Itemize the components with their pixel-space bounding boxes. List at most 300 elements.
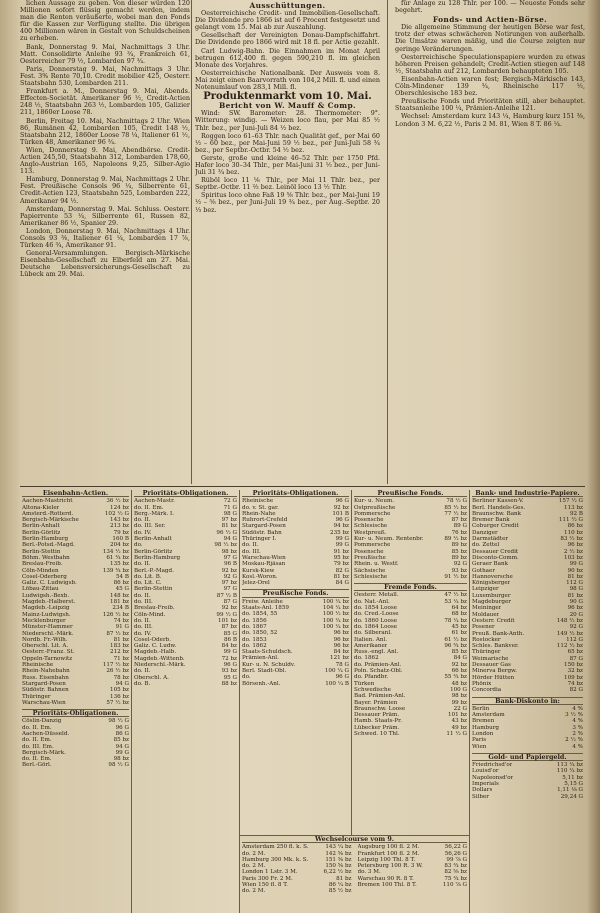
quoted-price: 95 bz [333, 554, 349, 561]
security-name: do. Prämien-Anl. [354, 661, 402, 668]
security-name: Wien 150 fl. 8 T. [242, 882, 288, 889]
security-name: Amerikaner [354, 642, 388, 649]
quoted-price: 89 ½ bz [444, 536, 467, 543]
quoted-price: 96 G [335, 517, 349, 524]
security-name: Hamburg [472, 724, 499, 731]
security-name: do. 1860 Loose [354, 617, 398, 624]
quoted-price: 92 G [569, 624, 583, 631]
security-name: Geraer Bank [472, 561, 508, 568]
paragraph: Wien, Donnerstag 9. Mai, Abendbörse. Credit-Actien 245,50, Staatsbahn 312, Lombarden 178,60, Anglo-Austrian 165, Napoleons 9,25, Silber-Agio 113. [20, 145, 190, 176]
security-name: Börsenh.-Anl. [242, 680, 281, 687]
quoted-price: 98 ½ bz [214, 542, 237, 549]
security-name: Breslau-Freib. [134, 605, 175, 612]
security-name: Darmstädter [472, 536, 509, 543]
quoted-price: 88 bz [221, 680, 237, 687]
paragraph: Bank, Donnerstag 9. Mai, Nachmittags 3 Uhr. Matt. Consolidirte Anleihe 93 ¾, Frankreich 61, Oesterreicher 79 ½, Lombarden 97 ¾. [20, 42, 190, 65]
quoted-price: 26 ½ bz [106, 668, 129, 675]
section-divider [20, 486, 585, 487]
quoted-price: 91 G [115, 624, 129, 631]
quoted-price: 136 bz [110, 693, 129, 700]
quoted-price: 99 ⅞ G [446, 856, 467, 863]
quoted-price: 4 % [572, 705, 583, 712]
quoted-price: 103 bz [564, 554, 583, 561]
security-name: do. III. Ser. [134, 523, 166, 530]
quoted-price: 183 bz [110, 643, 129, 650]
table-heading: Bank- und Industrie-Papiere. [472, 490, 583, 497]
paragraph: Carl Ludwig-Bahn. Die Einnahmen im Monat April betrugen 612,400 fl. gegen 590,210 fl. im gleichen Monate des Vorjahres. [195, 46, 380, 69]
quoted-price: 96 bz [333, 630, 349, 637]
quoted-price: 78 ¼ bz [444, 617, 467, 624]
quoted-price: 139 ¾ bz [102, 567, 129, 574]
quoted-price: 79 bz [113, 529, 129, 536]
quoted-price: 61 bz [451, 630, 467, 637]
security-name: Rheinische [22, 662, 54, 669]
security-name: Schles. Bankver. [472, 643, 519, 650]
security-name: Dessauer Credit [472, 548, 519, 555]
security-name: Rhein-Nahebahn [22, 668, 70, 675]
quoted-price: 121 bz [330, 655, 349, 662]
quoted-price: 68 bz [451, 611, 467, 618]
security-name: do. II. Em. [22, 724, 52, 731]
quoted-price: 93 bz [221, 668, 237, 675]
security-name: Ruhrort-Crefeld [242, 517, 288, 524]
security-name: Warschau-Wien [22, 699, 66, 706]
security-name: do. II. Em. [22, 756, 52, 763]
quoted-price: 1,11 ⅛ G [557, 787, 583, 794]
quoted-price: 81 bz [221, 523, 237, 530]
security-name: Luxemburger [472, 592, 511, 599]
quoted-price: 32 bz [567, 668, 583, 675]
security-name: do. 1864 Loose [354, 623, 398, 630]
quoted-price: 82 G [569, 687, 583, 694]
security-name: Berg.-Märk. I. [134, 510, 175, 517]
quoted-price: 4 % [572, 743, 583, 750]
quoted-price: 83 ¾ bz [444, 863, 467, 870]
quoted-price: 98 bz [221, 548, 237, 555]
security-name: Mainz-Ludwigsh. [22, 611, 71, 618]
table-body [354, 592, 467, 737]
security-name: Preuß. Bank-Anth. [472, 630, 525, 637]
security-name: Cosel-Oderb. [134, 636, 172, 643]
quoted-price: 4 % [572, 718, 583, 725]
quoted-price: 96 ¾ bz [444, 642, 467, 649]
quoted-price: 148 ½ bz [556, 617, 583, 624]
security-name: Berl.-Potsd.-Magd. [22, 542, 75, 549]
security-name: Altona-Kieler [22, 504, 60, 511]
security-name: do. Zettel [472, 542, 500, 549]
market-subheading: Bericht von W. Mauff & Comp. [218, 101, 357, 111]
quoted-price: 11 ½ G [446, 730, 467, 737]
quoted-price: 97 G [223, 554, 237, 561]
security-name: do. III. [134, 624, 153, 631]
security-name: do. 1862 [354, 655, 379, 662]
adjacent-page-edge [586, 0, 600, 913]
table-body [472, 762, 583, 800]
paragraph: Paris, Donnerstag 9. Mai, Nachmittags 3 Uhr. Fest. 3% Rente 70,10. Credit mobilier 425, Oesterr. Staatsbahn 530, Lombarden 211. [20, 64, 190, 88]
column-c-intro: für Anlage zu 128 Thlr. per 100. — Neueste Fonds sehr begehrt. [395, 0, 585, 15]
quoted-price: 143 bz [110, 517, 129, 524]
security-name: Paris [472, 737, 487, 744]
table-row [242, 681, 349, 687]
quoted-price: 83 ½ bz [560, 536, 583, 543]
security-name: do. 1854 Loose [354, 605, 398, 612]
table-body [22, 498, 129, 706]
security-name: Gothaer [472, 567, 496, 574]
quoted-price: 81 bz [567, 592, 583, 599]
quoted-price: 77 ½ bz [444, 510, 467, 517]
paragraph: lichen Aussage zu geben. Von dieser würden 120 Millionen sofort flüssig gemacht werden, indem man die Renten veräußerte, wobei man den Fonds für die Kassen zur Verfügung stellte. Die übrigen 400 Millionen wären in Gestalt von Schuldscheinen zu erheben. [20, 0, 190, 43]
paragraph: Berlin, Freitag 10. Mai, Nachmittags 2 Uhr. Wien 86, Rumänen 42, Lombarden 105, Credit 148 ½, Staatsbahn 212, 1860er Loose 78 ¼, Italiener 61 ½, Türken 48, Amerikaner 96 ¾. [20, 116, 190, 146]
security-name: Kursk-Kiew [242, 567, 275, 574]
security-name: Russ. Eisenbahn [22, 674, 69, 681]
quoted-price: 81 bz [567, 573, 583, 580]
quoted-price: 85 bz [113, 737, 129, 744]
quoted-price: 94 G [115, 743, 129, 750]
quoted-price: 117 ½ bz [102, 662, 129, 669]
quoted-price: 81 bz [333, 573, 349, 580]
quoted-price: 29,24 G [560, 793, 583, 800]
security-name: Amsterdam [472, 712, 505, 719]
quoted-price: 5,15 G [564, 781, 583, 788]
quoted-price: 92 G [453, 561, 467, 568]
security-name: Braunschw. Bank [472, 510, 522, 517]
security-name: Phönix [472, 680, 492, 687]
security-name: do. Silberanl. [354, 630, 392, 637]
paragraph: Hamburg, Donnerstag 9. Mai, Nachmittags 2 Uhr. Fest. Preußische Consols 96 ¼, Silberrente 61, Credit-Actien 123, Staatsbahn 525, Lombarden 222, Amerikaner 94 ½. [20, 175, 190, 205]
security-name: Prämien-Anl. [242, 655, 279, 662]
market-report-text [195, 110, 380, 213]
quoted-price: 76 bz [451, 529, 467, 536]
quoted-price: 94 G [115, 680, 129, 687]
quoted-price: 181 bz [110, 599, 129, 606]
quoted-price: 75 ¾ bz [444, 875, 467, 882]
quoted-price: 150 ⅝ bz [325, 863, 352, 870]
security-name: Petersburg 100 R. 3 W. [357, 863, 423, 870]
quoted-price: 149 ½ bz [556, 630, 583, 637]
quoted-price: 95 G [223, 674, 237, 681]
quoted-price: 148 bz [110, 592, 129, 599]
security-name: Louisd'or [472, 768, 499, 775]
quoted-price: 61 ¾ bz [106, 554, 129, 561]
quoted-price: 92 G [223, 573, 237, 580]
quoted-price: 100 ½ bz [322, 611, 349, 618]
quoted-price: 86 bz [567, 523, 583, 530]
security-name: Friedrichsd'or [472, 762, 513, 769]
security-name: Kur- u. Neum. Rentenbr. [354, 536, 424, 543]
quoted-price: 74 bz [113, 617, 129, 624]
table-row [354, 731, 467, 737]
quoted-price: 78 ½ G [446, 498, 467, 505]
paragraph: Oesterreichische Credit- und Immobilien-Gesellschaft. Die Dividende pro 1866 ist auf 6 Procent festgesetzt und gelangt vom 15. Mai ab zur Auszahlung. [195, 9, 380, 32]
security-name: do. Lit. B. [134, 573, 162, 580]
security-name: Posensche [354, 517, 384, 524]
security-name: Böhm. Westbahn [22, 554, 70, 561]
quoted-price: 85 bz [451, 548, 467, 555]
quoted-price: 89 G [453, 523, 467, 530]
quoted-price: 101 bz [218, 617, 237, 624]
paragraph: London, Donnerstag 9. Mai, Nachmittags 4 Uhr. Consols 93 ⅜, Italiener 61 ¼, Lombarden 17 ⅞, Türken 46 ¾, Amerikaner 91. [20, 226, 190, 250]
quoted-price: 5,11 bz [562, 774, 583, 781]
quoted-price: 96 bz [333, 642, 349, 649]
table-body [242, 844, 467, 894]
quoted-price: 235 bz [330, 529, 349, 536]
security-name: Preußische [354, 554, 386, 561]
security-name: Aachen-Mastr. [134, 498, 175, 505]
security-name: Oberschl. A. [134, 674, 169, 681]
table-row [242, 888, 352, 894]
security-name: Cöln-Minden [22, 567, 59, 574]
security-name: Freiw. Anleihe [242, 598, 283, 605]
security-name: Westpreuß. [354, 529, 387, 536]
quoted-price: 105 bz [110, 687, 129, 694]
quoted-price: 64 bz [451, 605, 467, 612]
quoted-price: 82 G [335, 567, 349, 574]
security-name: Moldauer [472, 611, 500, 618]
quoted-price: 110 ¼ bz [556, 768, 583, 775]
security-name: Braunschw. Loose [354, 705, 406, 712]
market-heading: Produktenmarkt vom 10. Mai. [203, 91, 372, 103]
quoted-price: 84 bz [221, 643, 237, 650]
quoted-price: 234 B [112, 605, 129, 612]
security-name: Warschau 90 R. 8 T. [357, 875, 414, 882]
security-name: do. IV. [134, 529, 152, 536]
quoted-price: 91 bz [333, 548, 349, 555]
table-row [134, 681, 237, 687]
quoted-price: 98 bz [451, 693, 467, 700]
quoted-price: 96 G [335, 674, 349, 681]
quoted-price: 100 G [450, 686, 467, 693]
quoted-price: 84 G [335, 580, 349, 587]
security-name: Hannoversche [472, 573, 513, 580]
quoted-price: 72 G [223, 498, 237, 505]
security-name: Ostpreußische [354, 504, 396, 511]
table-railway-shares [20, 490, 132, 913]
security-name: do. 1854, 55 [242, 611, 278, 618]
security-name: Stargard-Posen [242, 523, 286, 530]
security-name: Berl. Stadt-Obl. [242, 668, 287, 675]
security-name: Münster-Hammer [22, 624, 73, 631]
quoted-price: 74 bz [567, 680, 583, 687]
security-name: Silber [472, 793, 489, 800]
security-name: do. Nat.-Anl. [354, 598, 390, 605]
security-name: Berlin-Hamburg [134, 554, 181, 561]
security-name: Pommersche [354, 510, 391, 517]
quoted-price: 87 ½ bz [106, 630, 129, 637]
quoted-price: 53 ¼ bz [444, 598, 467, 605]
security-name: Aachen-Düsseld. [22, 730, 70, 737]
security-name: Poln. Schatz-Obl. [354, 668, 403, 675]
quoted-price: 99 G [335, 542, 349, 549]
security-name: Moskau-Rjäsan [242, 561, 286, 568]
table-heading: Preußische Fonds. [242, 589, 349, 597]
quoted-price: 6,22 ½ bz [323, 869, 352, 876]
quoted-price: 112 G [566, 580, 583, 587]
quoted-price: 86 B [223, 636, 237, 643]
security-name: Bremer Bank [472, 517, 510, 524]
quoted-price: 92 bz [221, 605, 237, 612]
security-name: do. 2 M. [242, 888, 266, 895]
table-row [472, 794, 583, 800]
security-name: Bad. Prämien-Anl. [354, 693, 406, 700]
quoted-price: 36 ½ bz [106, 498, 129, 505]
security-name: Dollars [472, 787, 493, 794]
security-name: do. Cred.-Loose [354, 611, 399, 618]
security-name: Minerva Bergw. [472, 668, 517, 675]
security-name: do. v. St. gar. [242, 504, 279, 511]
quoted-price: 96 G [223, 662, 237, 669]
quoted-price: 45 G [115, 586, 129, 593]
security-name: Breslau-Freib. [22, 561, 63, 568]
security-name: do. II. Em. [22, 737, 52, 744]
table-body [242, 599, 349, 687]
security-name: Thüringer [22, 693, 51, 700]
table-bank-industry [470, 490, 585, 913]
exchange-report-text [395, 24, 585, 127]
price-tables [20, 490, 585, 913]
quoted-price: 61 ½ bz [444, 636, 467, 643]
quoted-price: 101 bz [448, 712, 467, 719]
security-name: do. III. [242, 548, 261, 555]
security-name: Nordb. Fr.-Wilh. [22, 636, 68, 643]
table-body [22, 718, 129, 768]
security-name: Bremen [472, 718, 495, 725]
quoted-price: 22 G [453, 705, 467, 712]
quoted-price: 126 ½ bz [102, 611, 129, 618]
quoted-price: 212 bz [110, 649, 129, 656]
table-row [354, 574, 467, 580]
security-name: Schlesische [354, 523, 388, 530]
quoted-price: 71 bz [113, 655, 129, 662]
security-name: Paris 300 Fr. 2 M. [242, 875, 293, 882]
security-name: Südöstr. Bahnen [22, 687, 69, 694]
security-name: Rheinische [242, 498, 274, 505]
quoted-price: 143 ¼ bz [325, 844, 352, 851]
quoted-price: 66 bz [451, 668, 467, 675]
security-name: Concordia [472, 687, 502, 694]
security-name: Schwedische [354, 686, 391, 693]
quoted-price: 151 ⅜ bz [325, 856, 352, 863]
quoted-price: 45 bz [451, 623, 467, 630]
security-name: London 1 Lstr. 3 M. [242, 869, 298, 876]
paragraph: Amsterdam, Donnerstag 9. Mai. Schluss. Oesterr. Papierrente 53 ¼, Silberrente 61, Russen 82, Amerikaner 86 ½, Spanier 29. [20, 204, 190, 227]
security-name: do. II. [242, 542, 259, 549]
quoted-price: 160 B [112, 536, 129, 543]
quoted-price: 113 bz [564, 504, 583, 511]
security-name: Rostocker [472, 636, 501, 643]
quoted-price: 48 bz [451, 680, 467, 687]
quoted-price: 78 G [335, 661, 349, 668]
security-name: Lübecker Präm. [354, 724, 400, 731]
security-name: Meininger [472, 605, 502, 612]
quoted-price: 49 bz [451, 724, 467, 731]
quoted-price: 85 ½ bz [328, 888, 352, 895]
security-name: Magdeb.-Leipzig [22, 605, 70, 612]
quoted-price: 109 bz [564, 674, 583, 681]
quoted-price: 97 G [223, 586, 237, 593]
security-name: Rhein. u. Westf. [354, 561, 399, 568]
quoted-price: 91 ½ bz [444, 573, 467, 580]
quoted-price: 96 bz [567, 542, 583, 549]
security-name: Türken [354, 680, 375, 687]
quoted-price: 100 ¼ B [325, 680, 349, 687]
security-name: do. Lit. C. [134, 580, 162, 587]
quoted-price: 57 ½ bz [106, 699, 129, 706]
security-name: Imperials [472, 781, 499, 788]
quoted-price: 92 B [569, 510, 583, 517]
security-name: Oesterr.-Franz. St. [22, 649, 75, 656]
quoted-price: 79 bz [333, 561, 349, 568]
quoted-price: 100 ¼ bz [322, 623, 349, 630]
table-exchange-rates [240, 835, 470, 913]
quoted-price: 82 ⅝ bz [444, 869, 467, 876]
quoted-price: 135 bz [110, 561, 129, 568]
quoted-price: 78 bz [113, 674, 129, 681]
security-name: do. 1867 [242, 623, 267, 630]
quoted-price: 97 bz [221, 517, 237, 524]
security-name: Posensche [354, 548, 384, 555]
security-name: Weimarische [472, 655, 509, 662]
security-name: Berl.-Görl. [22, 762, 52, 769]
table-heading: Prioritäts-Obligationen. [242, 490, 349, 497]
quoted-price: 56,26 G [444, 850, 467, 857]
quoted-price: 81 bz [113, 636, 129, 643]
table-heading: Gold- und Papiergeld. [472, 753, 583, 761]
quoted-price: 93 bz [451, 567, 467, 574]
quoted-price: 112 ½ bz [556, 643, 583, 650]
quoted-price: 96 ½ G [216, 529, 237, 536]
security-name: Aachen-Mastricht [22, 498, 73, 505]
security-name: Coburger Credit [472, 523, 519, 530]
quoted-price: 89 bz [451, 542, 467, 549]
paragraph: Rüböl loco 11 ⅙ Thlr., per Mai 11 Thlr. bez., per Septbr.-Octbr. 11 ⅔ bez. Leinöl loco 13 ½ Thlr. [195, 176, 380, 192]
quoted-price: 111 ½ G [558, 517, 583, 524]
quoted-price: 65 bz [567, 649, 583, 656]
security-name: Sächsische [354, 567, 386, 574]
security-name: Warschau-Wien [242, 554, 286, 561]
quoted-price: 89 bz [451, 554, 467, 561]
security-name: Cöln-Mind. [134, 611, 166, 618]
column-c [395, 0, 585, 484]
security-name: do. III. Em. [22, 743, 54, 750]
security-name: do. 2 M. [242, 863, 266, 870]
security-name: Russ.-engl. Anl. [354, 649, 399, 656]
security-name: Staats-Anl. 1859 [242, 605, 289, 612]
security-name: Berlin-Stettin [134, 586, 173, 593]
security-name: Niederschl.-Märk. [22, 630, 74, 637]
security-name: Amsterdam 250 fl. k. S. [242, 844, 309, 851]
quoted-price: 55 ¾ bz [444, 674, 467, 681]
security-name: Amsterd.-Rotterd. [22, 510, 74, 517]
quoted-price: 98 ½ G [108, 718, 129, 725]
quoted-price: 99 G [223, 649, 237, 656]
quoted-price: 47 ½ bz [444, 592, 467, 599]
security-name: Bergisch-Märk. [22, 749, 66, 756]
quoted-price: 54 B [115, 573, 129, 580]
paragraph: Preußische Fonds und Prioritäten still, aber behauptet. Staatsanleihe 100 ¼, Prämien-Anleihe 121. [395, 97, 585, 113]
quoted-price: 99 G [569, 561, 583, 568]
table-priority-obligations [132, 490, 240, 913]
security-name: Augsburg 100 fl. 2 M. [357, 844, 420, 851]
security-name: Magdeb.-Halberst. [22, 599, 76, 606]
quoted-price: 150 bz [564, 662, 583, 669]
quoted-price: 96 G [335, 498, 349, 505]
table-heading: Wechselcourse vom 9. [242, 836, 467, 843]
security-name: do. [134, 542, 143, 549]
security-name: Berl. Handels-Ges. [472, 504, 526, 511]
table-heading: Eisenbahn-Actien. [22, 490, 129, 497]
quoted-price: 96 bz [333, 636, 349, 643]
quoted-price: 99 G [115, 749, 129, 756]
